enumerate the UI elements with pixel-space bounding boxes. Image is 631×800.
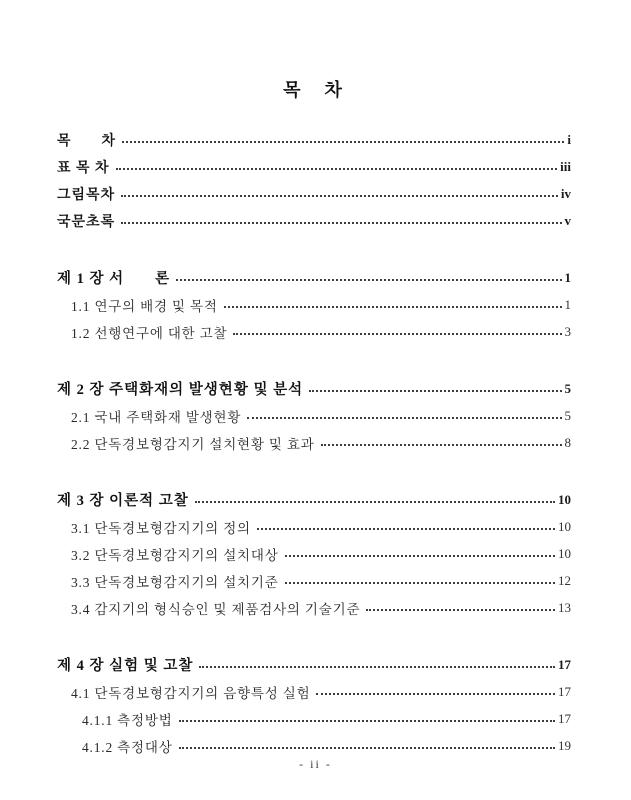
toc-entry: [57, 678, 571, 705]
dot-leader: [309, 390, 561, 392]
toc-entry: [57, 180, 571, 207]
entry-label: 3.3 단독경보형감지기의 설치기준: [71, 574, 279, 590]
toc-entry-chapter: [57, 486, 571, 513]
dot-leader: [285, 555, 555, 557]
entry-label: 그림목차: [57, 187, 116, 203]
entry-label: 2.1 국내 주택화재 발생현황: [71, 409, 242, 425]
page-number: 10: [558, 491, 571, 507]
page-number: 8: [564, 434, 571, 450]
toc-entry: [57, 126, 571, 153]
toc-entry: [57, 207, 571, 234]
entry-label: 3.4 감지기의 형식승인 및 제품검사의 기술기준: [71, 601, 361, 617]
dot-leader: [257, 528, 555, 530]
page-number: iii: [560, 158, 571, 174]
toc-entry-chapter: [57, 264, 571, 291]
entry-label: 제 3 장 이론적 고찰: [57, 493, 189, 509]
entry-label: 표 목 차: [57, 160, 110, 176]
dot-leader: [116, 168, 558, 170]
dot-leader: [247, 417, 561, 419]
page-number: 10: [558, 545, 571, 561]
entry-label: 국문초록: [57, 214, 116, 230]
dot-leader: [321, 444, 562, 446]
page-footer: - ii -: [299, 757, 332, 771]
toc-entry: [57, 540, 571, 567]
toc-entry: [57, 153, 571, 180]
dot-leader: [122, 141, 564, 143]
page-number: 13: [558, 599, 571, 615]
page-number: 17: [558, 683, 571, 699]
page-number: v: [564, 212, 571, 228]
entry-label: 3.2 단독경보형감지기의 설치대상: [71, 547, 279, 563]
entry-label: 4.1.1 측정방법: [82, 712, 173, 728]
page-number: iv: [560, 185, 571, 201]
toc-entry: [57, 732, 571, 759]
entry-label: 1.1 연구의 배경 및 목적: [71, 298, 218, 314]
entry-label: 제 4 장 실험 및 고찰: [57, 658, 194, 674]
toc-entry: [57, 291, 571, 318]
page-number: 5: [564, 407, 571, 423]
toc-entry: [57, 567, 571, 594]
page-number: i: [567, 131, 571, 147]
entry-label: 제 1 장 서 론: [57, 271, 171, 287]
dot-leader: [366, 609, 555, 611]
dot-leader: [176, 279, 561, 281]
page-number: 5: [564, 380, 571, 396]
page-number: 17: [558, 710, 571, 726]
page-number: 19: [558, 737, 571, 753]
dot-leader: [199, 666, 555, 668]
page-number: 1: [564, 296, 571, 312]
toc-entry-chapter: [57, 375, 571, 402]
entry-label: 제 2 장 주택화재의 발생현황 및 분석: [57, 382, 304, 398]
page-number: 1: [564, 269, 571, 285]
toc-entry: [57, 318, 571, 345]
dot-leader: [285, 582, 555, 584]
dot-leader: [195, 501, 555, 503]
dot-leader: [233, 333, 561, 335]
page-number: 3: [564, 323, 571, 339]
toc-entry-chapter: [57, 651, 571, 678]
toc-entry: [57, 594, 571, 621]
dot-leader: [179, 747, 555, 749]
toc-entry: [57, 705, 571, 732]
entry-label: 4.1 단독경보형감지기의 음향특성 실험: [71, 685, 311, 701]
page-number: 12: [558, 572, 571, 588]
entry-label: 1.2 선행연구에 대한 고찰: [71, 325, 228, 341]
toc-entry: [57, 429, 571, 456]
entry-label: 목 차: [57, 133, 117, 149]
toc-entry: [57, 402, 571, 429]
dot-leader: [179, 720, 555, 722]
entry-label: 4.1.2 측정대상: [82, 739, 173, 755]
page-number: 10: [558, 518, 571, 534]
dot-leader: [121, 195, 558, 197]
page-number: 17: [558, 656, 571, 672]
toc-entry: [57, 513, 571, 540]
entry-label: 2.2 단독경보형감지기 설치현황 및 효과: [71, 436, 315, 452]
dot-leader: [316, 693, 555, 695]
page-title: 목 차: [283, 80, 345, 100]
dot-leader: [121, 222, 561, 224]
dot-leader: [224, 306, 562, 308]
entry-label: 3.1 단독경보형감지기의 정의: [71, 520, 251, 536]
